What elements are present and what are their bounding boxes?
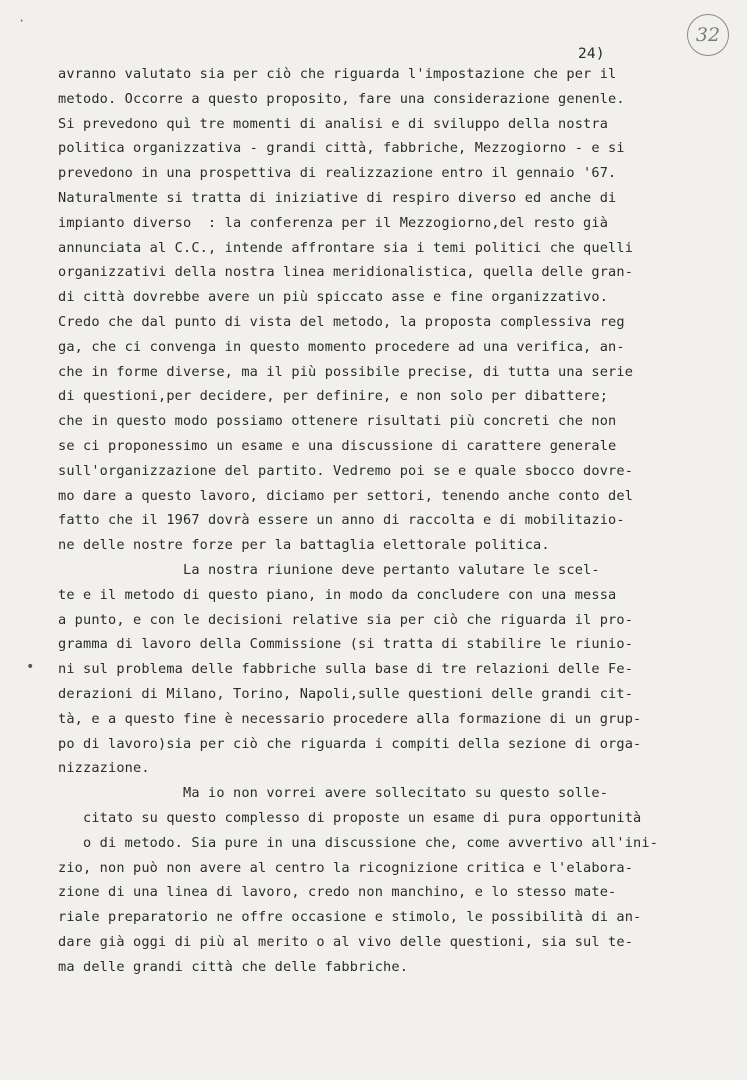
text-line: che in forme diverse, ma il più possibile precise, di tutta una serie	[58, 363, 634, 380]
text-line: Naturalmente si tratta di iniziative di respiro diverso ed anche di	[58, 189, 617, 206]
text-line: Credo che dal punto di vista del metodo, la proposta complessiva reg	[58, 313, 625, 330]
page-number: 24)	[578, 46, 605, 62]
text-line: gramma di lavoro della Commissione (si tratta di stabilire le riunio-	[58, 636, 634, 653]
text-line: te e il metodo di questo piano, in modo da concludere con una messa	[58, 586, 617, 603]
text-line: prevedono in una prospettiva di realizzazione entro il gennaio '67.	[58, 165, 617, 182]
text-line: se ci proponessimo un esame e una discussione di carattere generale	[58, 437, 617, 454]
text-line: po di lavoro)sia per ciò che riguarda i compiti della sezione di orga-	[58, 735, 642, 752]
text-line: a punto, e con le decisioni relative sia per ciò che riguarda il pro-	[58, 611, 634, 628]
text-line: organizzativi della nostra linea meridionalistica, quella delle gran-	[58, 264, 634, 281]
text-line: mo dare a questo lavoro, diciamo per settori, tenendo anche conto del	[58, 487, 634, 504]
paragraph	[58, 62, 698, 558]
text-line: ma delle grandi città che delle fabbriche.	[58, 958, 409, 975]
paragraph	[58, 781, 698, 979]
paragraph	[58, 558, 698, 781]
text-line: di città dovrebbe avere un più spiccato asse e fine organizzativo.	[58, 289, 609, 306]
page-stamp	[687, 14, 729, 56]
text-line: ga, che ci convenga in questo momento procedere ad una verifica, an-	[58, 338, 625, 355]
text-line: nizzazione.	[58, 760, 150, 777]
text-line: zio, non può non avere al centro la ricognizione critica e l'elabora-	[58, 859, 634, 876]
text-line: impianto diverso : la conferenza per il Mezzogiorno,del resto già	[58, 214, 609, 231]
text-line: Si prevedono quì tre momenti di analisi e di sviluppo della nostra	[58, 115, 609, 132]
text-line: La nostra riunione deve pertanto valutare le scel-	[58, 561, 600, 578]
text-line: citato su questo complesso di proposte un esame di pura opportunità	[58, 809, 642, 826]
stamp-number: 32	[695, 24, 721, 46]
text-line: dare già oggi di più al merito o al vivo delle questioni, sia sul te-	[58, 933, 634, 950]
text-line: che in questo modo possiamo ottenere risultati più concreti che non	[58, 413, 617, 430]
text-line: riale preparatorio ne offre occasione e stimolo, le possibilità di an-	[58, 909, 642, 926]
margin-mark: •	[26, 659, 35, 675]
text-line: politica organizzativa - grandi città, fabbriche, Mezzogiorno - e si	[58, 140, 625, 157]
text-line: ne delle nostre forze per la battaglia elettorale politica.	[58, 537, 550, 554]
text-line: o di metodo. Sia pure in una discussione che, come avvertivo all'ini-	[58, 834, 659, 851]
document-body	[58, 62, 698, 979]
text-line: annunciata al C.C., intende affrontare sia i temi politici che quelli	[58, 239, 634, 256]
text-line: sull'organizzazione del partito. Vedremo poi se e quale sbocco dovre-	[58, 462, 634, 479]
text-line: zione di una linea di lavoro, credo non manchino, e lo stesso mate-	[58, 884, 617, 901]
corner-mark: ·	[18, 14, 26, 28]
text-line: metodo. Occorre a questo proposito, fare una considerazione genenle.	[58, 90, 625, 107]
text-line: avranno valutato sia per ciò che riguarda l'impostazione che per il	[58, 66, 617, 82]
text-line: Ma io non vorrei avere sollecitato su questo solle-	[58, 785, 609, 802]
text-line: tà, e a questo fine è necessario procedere alla formazione di un grup-	[58, 710, 642, 727]
text-line: ni sul problema delle fabbriche sulla base di tre relazioni delle Fe-	[58, 661, 634, 678]
text-line: fatto che il 1967 dovrà essere un anno di raccolta e di mobilitazio-	[58, 512, 625, 529]
text-line: di questioni,per decidere, per definire, e non solo per dibattere;	[58, 388, 609, 405]
text-line: derazioni di Milano, Torino, Napoli,sulle questioni delle grandi cit-	[58, 685, 634, 702]
